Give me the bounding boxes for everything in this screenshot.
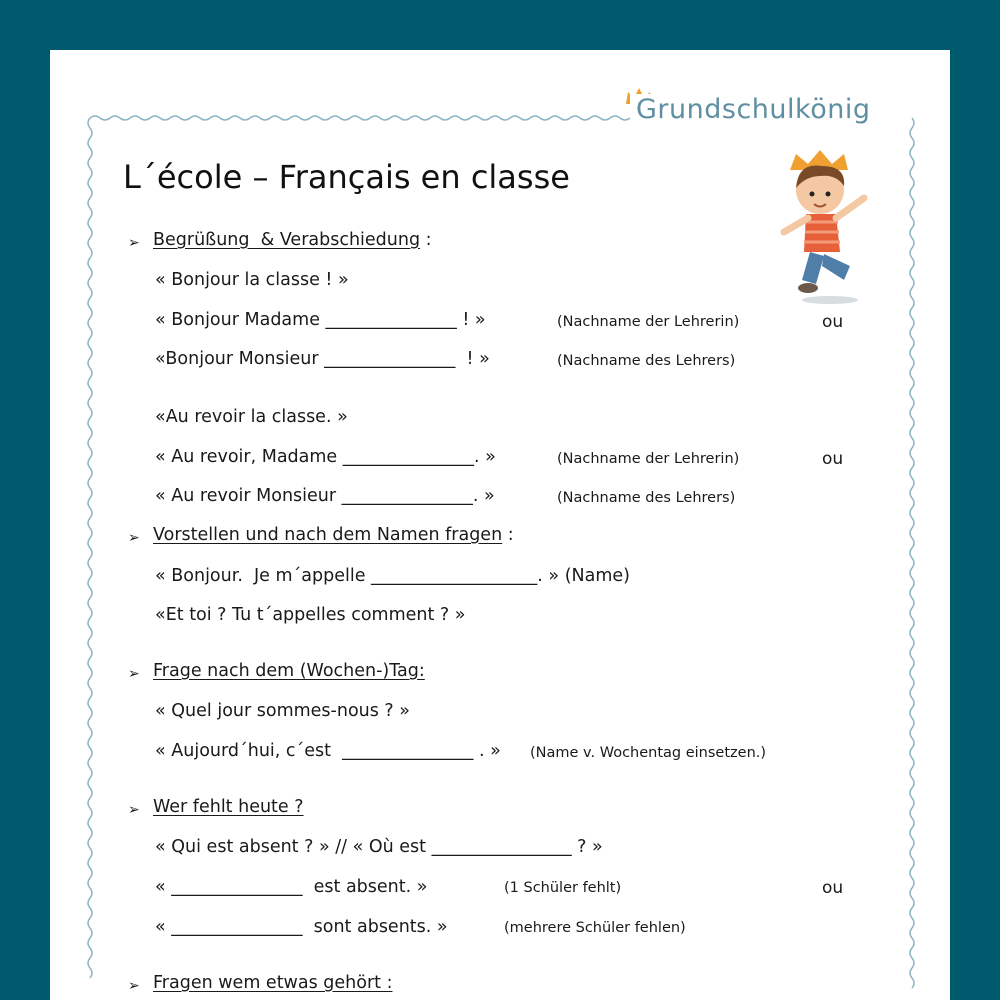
phrase-line: «Au revoir la classe. » [155,407,348,427]
bullet-arrow-icon: ➢ [128,802,140,818]
phrase-line: « Quel jour sommes-nous ? » [155,701,410,721]
section-heading: Wer fehlt heute ? [153,797,304,817]
section-heading: Frage nach dem (Wochen-)Tag: [153,661,425,681]
boy-with-crown-illustration [780,148,880,308]
bullet-arrow-icon: ➢ [128,235,140,251]
worksheet-page [50,50,950,1000]
phrase-line: « Bonjour. Je m´appelle ___________________. » (Name) [155,566,630,586]
section-heading: Vorstellen und nach dem Namen fragen : [153,525,514,545]
section-heading: Begrüßung & Verabschiedung : [153,230,432,250]
page-title: L´école – Français en classe [123,158,570,196]
hint-note: (Nachname der Lehrerin) [557,314,740,330]
phrase-line: « Au revoir Monsieur _______________. » [155,486,495,506]
phrase-line: «Bonjour Monsieur _______________ ! » [155,349,490,369]
phrase-line: « Aujourd´hui, c´est _______________ . » [155,741,501,761]
phrase-line: «Et toi ? Tu t´appelles comment ? » [155,605,466,625]
hint-note: (Nachname des Lehrers) [557,490,736,506]
phrase-line: « _______________ est absent. » [155,877,428,897]
bullet-arrow-icon: ➢ [128,978,140,994]
phrase-line: « Bonjour la classe ! » [155,270,349,290]
phrase-line: « _______________ sont absents. » [155,917,448,937]
phrase-line: « Bonjour Madame _______________ ! » [155,310,486,330]
ou-label: ou [822,878,844,898]
phrase-line: « Au revoir, Madame _______________. » [155,447,496,467]
hint-note: (Nachname des Lehrers) [557,353,736,369]
hint-note: (Name v. Wochentag einsetzen.) [530,745,767,761]
section-heading: Fragen wem etwas gehört : [153,973,393,993]
brand-logo: Grundschulkönig [630,94,876,125]
hint-note: (1 Schüler fehlt) [504,880,622,896]
bullet-arrow-icon: ➢ [128,530,140,546]
bullet-arrow-icon: ➢ [128,666,140,682]
hint-note: (Nachname der Lehrerin) [557,451,740,467]
ou-label: ou [822,449,844,469]
hint-note: (mehrere Schüler fehlen) [504,920,686,936]
phrase-line: « Qui est absent ? » // « Où est ________________ ? » [155,837,603,857]
ou-label: ou [822,312,844,332]
